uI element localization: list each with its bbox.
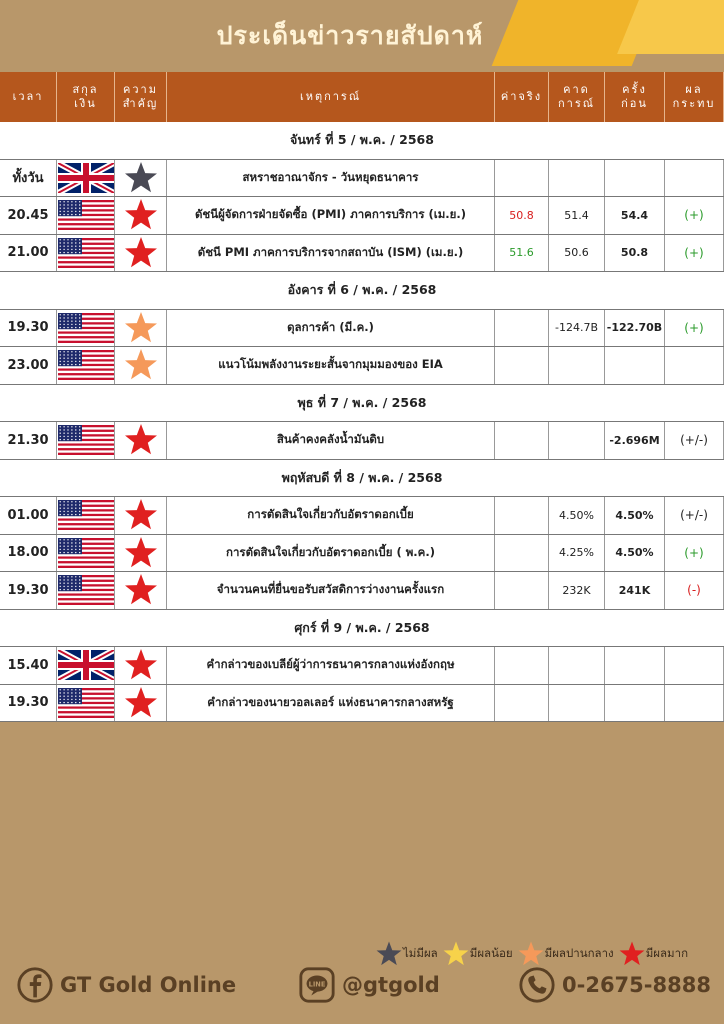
event-cell: คำกล่าวของนายวอลเลอร์ แห่งธนาคารกลางสหรัฐ [167,685,495,722]
previous-cell: 50.8 [605,235,665,272]
forecast-cell [549,685,605,722]
table-row [0,647,724,685]
importance-cell [115,535,167,572]
day-heading: จันทร์ ที่ 5 / พ.ค. / 2568 [0,122,724,160]
facebook-icon [16,966,54,1004]
forecast-cell [549,160,605,197]
star-icon [123,497,159,533]
table-row [0,310,724,348]
legend-item [375,940,438,968]
table-row [0,422,724,460]
table-row [0,497,724,535]
day-heading: ศุกร์ ที่ 9 / พ.ค. / 2568 [0,610,724,648]
previous-cell [605,647,665,684]
table-header [0,72,724,122]
currency-cell [57,347,115,384]
currency-cell [57,422,115,459]
event-cell: ดัชนีผู้จัดการฝ่ายจัดซื้อ (PMI) ภาคการบริการ (เม.ย.) [167,197,495,234]
star-icon [123,572,159,608]
importance-cell [115,685,167,722]
time-cell: 23.00 [0,347,57,384]
column-header-time: เวลา [0,72,57,122]
actual-cell [495,310,549,347]
importance-cell [115,422,167,459]
time-cell: 19.30 [0,685,57,722]
day-heading: อังคาร ที่ 6 / พ.ค. / 2568 [0,272,724,310]
time-cell: 19.30 [0,572,57,609]
impact-cell: (+/-) [665,497,724,534]
header-banner [0,0,724,72]
event-cell: การตัดสินใจเกี่ยวกับอัตราดอกเบี้ย ( พ.ค.) [167,535,495,572]
actual-cell [495,535,549,572]
actual-cell [495,572,549,609]
star-icon [618,940,646,968]
column-header-importance: ความ สำคัญ [115,72,167,122]
us-flag-icon [58,500,114,530]
footer-line[interactable] [298,966,440,1004]
importance-cell [115,160,167,197]
previous-cell: 54.4 [605,197,665,234]
importance-cell [115,497,167,534]
previous-cell [605,685,665,722]
column-header-impact: ผล กระทบ [665,72,724,122]
event-cell: การตัดสินใจเกี่ยวกับอัตราดอกเบี้ย [167,497,495,534]
day-heading: พฤหัสบดี ที่ 8 / พ.ค. / 2568 [0,460,724,498]
legend-label: มีผลมาก [645,946,689,960]
previous-cell: -122.70B [605,310,665,347]
table-row [0,572,724,610]
star-icon [375,940,403,968]
uk-flag-icon [58,163,114,193]
time-cell: 01.00 [0,497,57,534]
time-cell: ทั้งวัน [0,160,57,197]
star-icon [123,347,159,383]
previous-cell: 4.50% [605,535,665,572]
forecast-cell [549,347,605,384]
previous-cell [605,347,665,384]
impact-cell: (+) [665,310,724,347]
importance-cell [115,310,167,347]
column-header-event: เหตุการณ์ [167,72,495,122]
line-icon [298,966,336,1004]
time-cell: 21.00 [0,235,57,272]
event-cell: คำกล่าวของเบลีย์ผู้ว่าการธนาคารกลางแห่งอังกฤษ [167,647,495,684]
currency-cell [57,235,115,272]
phone-icon [518,966,556,1004]
star-icon [123,647,159,683]
importance-cell [115,647,167,684]
table-row [0,197,724,235]
actual-cell: 50.8 [495,197,549,234]
us-flag-icon [58,688,114,718]
currency-cell [57,572,115,609]
star-icon [123,235,159,271]
star-icon [123,535,159,571]
impact-cell: (+/-) [665,422,724,459]
star-icon [123,197,159,233]
footer-facebook[interactable] [16,966,236,1004]
currency-cell [57,160,115,197]
forecast-cell: 51.4 [549,197,605,234]
time-cell: 20.45 [0,197,57,234]
time-cell: 21.30 [0,422,57,459]
importance-cell [115,572,167,609]
forecast-cell: 232K [549,572,605,609]
currency-cell [57,497,115,534]
event-cell: จำนวนคนที่ยื่นขอรับสวัสดิการว่างงานครั้งแรก [167,572,495,609]
importance-legend [375,940,692,968]
facebook-label: GT Gold Online [60,973,237,997]
star-icon [442,940,470,968]
footer-phone[interactable] [518,966,711,1004]
line-label: @gtgold [342,973,440,997]
previous-cell: 241K [605,572,665,609]
legend-item [517,940,614,968]
currency-cell [57,647,115,684]
star-icon [517,940,545,968]
day-heading: พุธ ที่ 7 / พ.ค. / 2568 [0,385,724,423]
column-header-actual: ค่าจริง [495,72,549,122]
phone-label: 0-2675-8888 [562,973,711,997]
impact-cell [665,347,724,384]
impact-cell: (+) [665,235,724,272]
legend-label: มีผลน้อย [469,946,513,960]
column-header-previous: ครั้ง ก่อน [605,72,665,122]
us-flag-icon [58,350,114,380]
previous-cell [605,160,665,197]
table-row [0,347,724,385]
actual-cell [495,347,549,384]
column-header-currency: สกุล เงิน [57,72,115,122]
forecast-cell: -124.7B [549,310,605,347]
star-icon [123,422,159,458]
footer [0,966,724,1006]
us-flag-icon [58,313,114,343]
event-cell: แนวโน้มพลังงานระยะสั้นจากมุมมองของ EIA [167,347,495,384]
us-flag-icon [58,238,114,268]
us-flag-icon [58,575,114,605]
event-cell: สหราชอาณาจักร - วันหยุดธนาคาร [167,160,495,197]
forecast-cell [549,647,605,684]
us-flag-icon [58,425,114,455]
currency-cell [57,685,115,722]
event-cell: ดุลการค้า (มี.ค.) [167,310,495,347]
impact-cell [665,647,724,684]
actual-cell [495,497,549,534]
impact-cell: (+) [665,535,724,572]
table-row [0,235,724,273]
us-flag-icon [58,538,114,568]
actual-cell [495,160,549,197]
event-cell: สินค้าคงคลังน้ำมันดิบ [167,422,495,459]
previous-cell: 4.50% [605,497,665,534]
previous-cell: -2.696M [605,422,665,459]
time-cell: 19.30 [0,310,57,347]
forecast-cell: 50.6 [549,235,605,272]
legend-label: มีผลปานกลาง [544,946,614,960]
actual-cell: 51.6 [495,235,549,272]
economic-calendar-table [0,72,724,722]
currency-cell [57,535,115,572]
currency-cell [57,310,115,347]
uk-flag-icon [58,650,114,680]
impact-cell: (-) [665,572,724,609]
legend-label: ไม่มีผล [403,946,438,960]
event-cell: ดัชนี PMI ภาคการบริการจากสถาบัน (ISM) (เม.ย.) [167,235,495,272]
importance-cell [115,235,167,272]
star-icon [123,310,159,346]
page-title: ประเด็นข่าวรายสัปดาห์ [216,21,484,50]
forecast-cell [549,422,605,459]
legend-item [618,940,688,968]
importance-cell [115,347,167,384]
actual-cell [495,685,549,722]
svg-text:LINE: LINE [308,980,326,989]
us-flag-icon [58,200,114,230]
actual-cell [495,422,549,459]
star-icon [123,685,159,721]
table-row [0,535,724,573]
forecast-cell: 4.50% [549,497,605,534]
table-row [0,685,724,723]
column-header-forecast: คาด การณ์ [549,72,605,122]
time-cell: 18.00 [0,535,57,572]
impact-cell: (+) [665,197,724,234]
actual-cell [495,647,549,684]
time-cell: 15.40 [0,647,57,684]
table-row [0,160,724,198]
importance-cell [115,197,167,234]
impact-cell [665,685,724,722]
star-icon [123,160,159,196]
currency-cell [57,197,115,234]
forecast-cell: 4.25% [549,535,605,572]
impact-cell [665,160,724,197]
legend-item [442,940,513,968]
